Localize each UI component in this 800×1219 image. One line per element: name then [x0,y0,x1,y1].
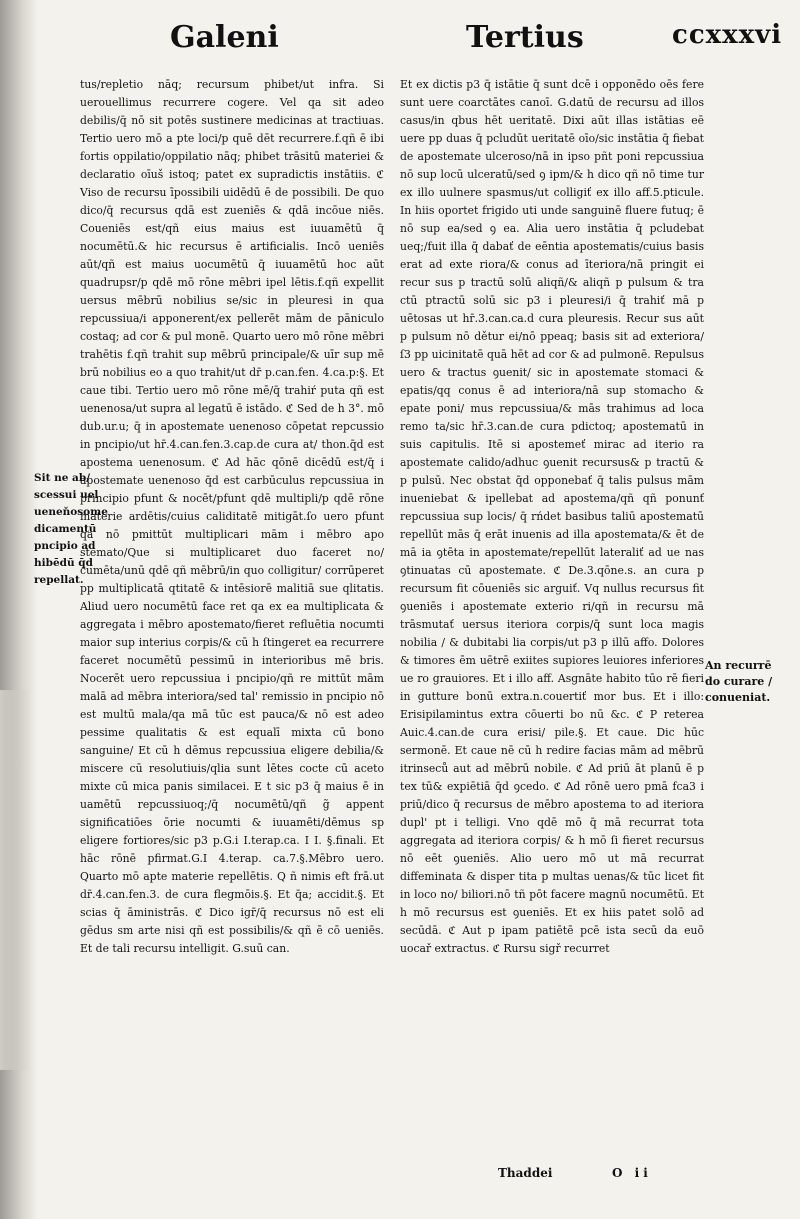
margin-note-right: An recurrē do curare / conueniat. [705,659,773,704]
text-column-left: tus/repletio nāq; recursum phibet/ut infra. Si uerouellimus recurrere cogere. Vel qa sit adeo debilis/q̄ nō sit potēs sustinere medicinas at tractiuas. Tertio uero mō a pte loci/p quē dēt recurrere.f.qñ ē ibi fortis oppilatio/oppilatio nāq; phibet trāsitū materiei & declaratio oīuš istoq; patet ex supradictis instātiis. ℭ Viso de recursu īpossibili uidēdū ē de possibili. De quo dico/q̄ recursus qdā est zueniēs & qdā incōue niēs. Coueniēs est/qñ eius maius est iuuamētū q̄ nocumētū.& hic recursus ē artificialis. Incō ueniēs aūt/qñ est maius uocumētū q̄ iuuamētū hoc aūt quadrupsr/p qdē mō rōne mēbri ipel lētis.f.qñ expellit uersus mēbrū nobilius se/sic in pleuresi in qua repcussiua/i apponerent/ex pellerēt mām de pāniculo costaq; ad cor & pul monē. Quarto uero mō rōne mēbri trahētis f.qñ trahit sup mēbrū principale/& uīr sup mē brū nobilius eo a quo trahit/ut dr̄ p.can.fen. 4.ca.p:§. Et caue tibi. Tertio uero mō rōne mē/q̄ trahiŕ puta qñ est uenenosa/ut supra al legatū ē istādo. ℭ Sed de h 3°. mō dub.ur.u; q̄ in apostemate uenenoso cōpetat repcussio in pncipio/ut hr̄.4.can.fen.3.cap.de cura at/ thon.q̄d est apostema uenenosum. ℭ Ad hāc qōnē dicēdū est/q̄ i apostemate uenenoso q̄d est carbūculus repcussiua in principio pfunt & nocēt/pfunt qdē multipli/p qdē rōne materie ardētis/cuius caliditatē mitigāt.ſo uero pfunt qa nō pmittūt multiplicari mām i mēbro apo stemato/Que si multiplicaret duo faceret no/ cumēta/unū qdē qñ mēbrū/in quo colligitur/ corrūperet pp multiplicatā qtitatē & intēsiorē malitiā sue qlitatis. Aliud uero nocumētū face ret qa ex ea multiplicata & aggregata i mēbro apostemato/fieret refluētia nocumti maior sup interius corpis/& cū h ſtingeret ea recurrere faceret nocumētū pessimū in interioribus mē bris. Nocerēt uero repcussiua i pncipio/qñ re mittūt mām malā ad mēbra interiora/sed tal' remissio in pncipio nō est multū mala/qa mā tūc est pauca/& nō est adeo pessime qualitatis & est equalī mixta cū bono sanguine/ Et cū h dēmus repcussiua eligere debilia/& miscere cū resolutiuis/qlia sunt lētes cocte cū aceto mixte cū mica panis similacei. E t sic p3 q̄ maius ē in uamētū repcussiuoq;/q̄ nocumētū/qñ g̃ appent significatiōes ōrie nocumti & iuuamēti/dēmus sp eligere fortiores/sic p3 p.G.i I.terap.ca. I I. §.finali. Et hāc rōnē pfirmat.G.I 4.terap. ca.7.§.Mēbro uero. Quarto mō apte materie repellētis. Q ñ nimis eft frā.ut dr̄.4.can.fen.3. de cura flegmōis.§. Et q̄a; accidit.§. Et scias q̄ āministrās. ℭ Dico igr̄/q̄ recursus nō est eli gēdus sm arte nisi qñ est possibilis/& qñ ē cō ueniēs. Et de tali recursu intelligit. G.suū can. [80,78,384,955]
margin-note-left: Sit ne ab/ scessui uel ueneňosome dicamentū pncipio ad hibēdū q̄d repellat. [34,472,108,586]
catchword: Thaddei [498,1166,553,1180]
folio-number: ccxxxvi [672,20,783,50]
text-column-right: Et ex dictis p3 q̄ istātie q̄ sunt dcē i opponēdo oēs fere sunt uere coarctātes canoī. G.datū de recursu ad illos casus/in qbus hēt ueritatē. Dixi aūt illas istātias eē uere pp duas q̄ pcludūt ueritatē oīo/sic instātia q̄ fiebat de apostemate ulceroso/nā in ipso pñt poni repcussiua nō sup locū ulceratū/sed ꝯ ipm/& h dico qñ nō time tur ex illo uulnere spasmus/ut colligiť ex illo aff.5.pticule. In hiis oportet frigido uti unde sanguinē fluere futuq; ē nō sup ea/sed ꝯ ea. Alia uero instātia q̄ pcludebat ueq;/fuit illa q̄ dabať de eēntia apostematis/cuius basis erat ad exte riora/& conus ad īteriora/nā pringit ei recur sus p tractū solū aliqñ/& aliqñ p pulsum & tra ctū ptractū solū sic p3 i pleuresi/i q̄ trahiť mā p uētosas ut hr̄.3.can.ca.d cura pleuresis. Recur sus aūt p pulsum nō dětur ei/nō ppeaq; basis sit ad exteriora/ſ3 pp uicinitatē quā hēt ad cor & ad pulmonē. Repulsus uero & tractus ꝯuenit/ sic in apostemate stomaci & epatis/qq conus ē ad interiora/nā sup stomacho & epate poni/ mus repcussiua/& mās trahimus ad loca remo ta/sic hr̄.3.can.de cura pdictoq; apostematū in suis capitulis. Itē si apostemeť mirac ad iterio ra apostemate calido/adhuc ꝯuenit recursus& p tractū & p pulsū. Nec obstat q̄d opponebať q̄ talis pulsus mām inueniebat & ipellebat ad apostema/qñ qñ ponunť repcussiua sup locis/ q̄ rńdet basibus taliū apostematū repellūt mās q̄ erāt inuenis ad illa apostemata/& ēt de mā ia ꝯtēta in apostemate/repellūt lateraliť ad ue nas ꝯtinuatas cū apostemate. ℭ De.3.qōne.s. an cura p recursum fit cōueniēs sic arguiť. Vq nullus recursus fit ꝯueniēs i apostemate exterio ri/qñ in recursu mā trāsmutať uersus iteriora corpis/q̄ sunt loca magis nobilia / & dubitabi lia corpis/ut p3 p illū affo. Dolores & timores ēm uētrē exiites supiores leuiores inferiores ue ro grauiores. Et i illo aff. Asgnāte habito tūo rē fieri in gutture bonū extra.n.couertiť mor bus. Et i illo: Erisipilamintus extra cōuerti bo nū &c. ℭ P reterea Auic.4.can.de cura erisi/ pile.§. Et caue. Dic hūc sermonē. Et caue nē cū h redire facias mām ad mēbrū itrinseců aut ad mēbrū nobile. ℭ Ad priū āt planū ē p tex tū& expiētiā q̄d ꝯcedo. ℭ Ad rōnē uero pmā fca3 i priū/dico q̄ recursus de mēbro apostema to ad iteriora dupl' pt i telligi. Vno qdē mō q̄ mā recurrat tota aggregata ad iteriora corpis/ & h mō ſi fieret recursus nō eēt ꝯueniēs. Alio uero mō ut mā recurrat diffeminata & disper tita p multas uenas/& tūc licet fit in loco no/ biliori.nō tñ pōt facere magnū nocumētū. Et h mō recursus est ꝯueniēs. Et ex hiis patet solō ad secūdā. ℭ Aut p ipam patiētē pcē ista secū da euō uocař extractus. ℭ Rursu sigř recurret [400,78,704,955]
running-head-center: Tertius [466,20,584,55]
running-head-left: Galeni [170,20,279,55]
page-stain [0,690,32,1070]
signature-mark: O ii [612,1166,652,1180]
